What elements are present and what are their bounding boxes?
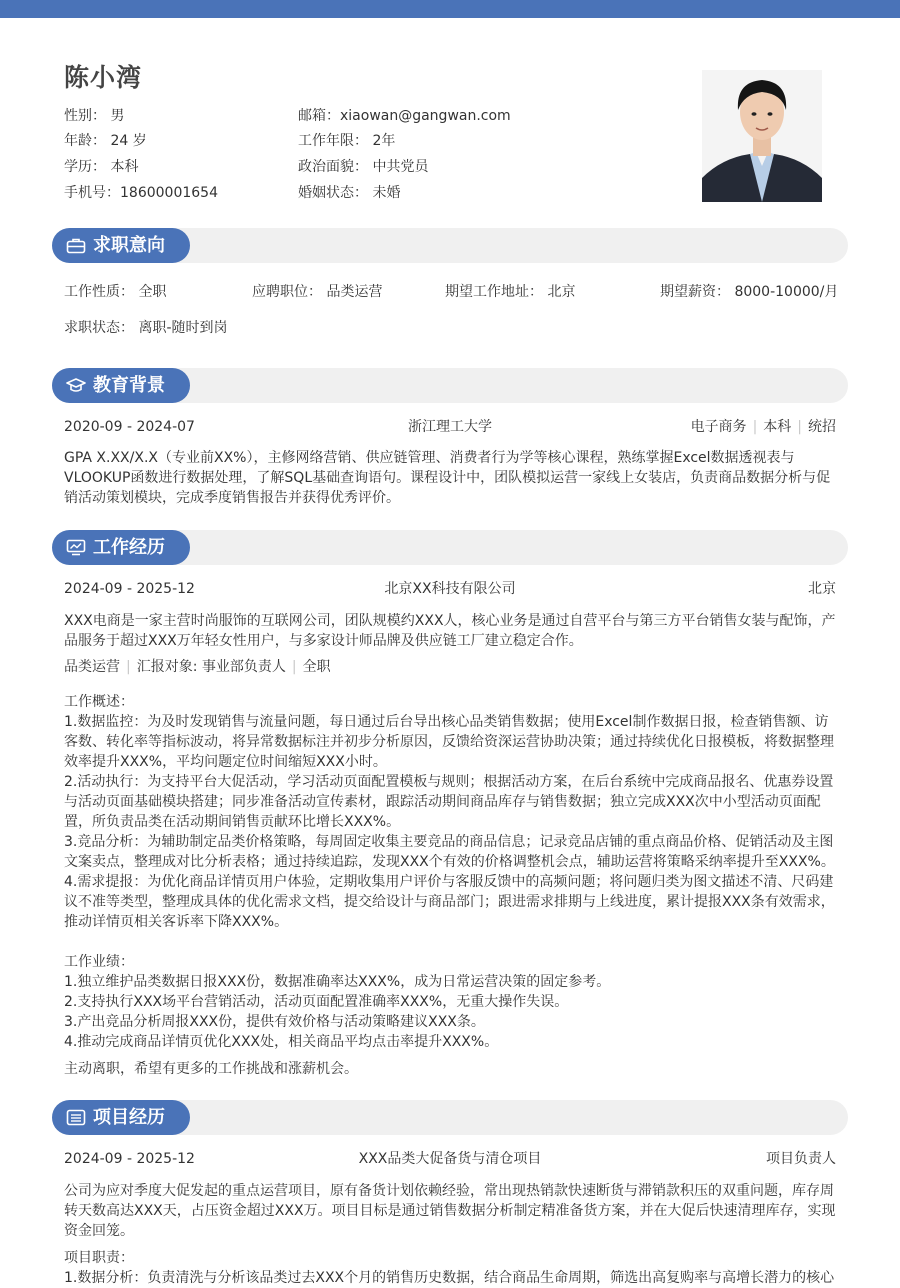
profile-photo <box>702 70 822 202</box>
project-period: 2024-09 - 2025-12 <box>64 1151 195 1167</box>
achievement-item: 2.支持执行XXX场平台营销活动，活动页面配置准确率XXX%，无重大操作失误。 <box>64 994 569 1010</box>
project-duties <box>64 1248 836 1288</box>
work-tags: 品类运营 | 汇报对象: 事业部负责人 | 全职 <box>64 659 331 675</box>
project-row <box>64 1150 836 1168</box>
section-pill <box>52 228 190 263</box>
work-role: 品类运营 <box>64 659 120 675</box>
top-accent-bar <box>0 0 900 18</box>
overview-item: 1.数据监控：为及时发现销售与流量问题，每日通过后台导出核心品类销售数据；使用Excel制作数据日报，检查销售额、访客数、转化率等指标波动，将异常数据标注并初步分析原因，反馈给资深运营协助决策；通过持续优化日报模板，将数据整理效率提升XXX%，平均问题定位时间缩短XXX小时。 <box>64 714 834 770</box>
work-city: 北京 <box>808 581 836 597</box>
project-description: 公司为应对季度大促发起的重点运营项目，原有备货计划依赖经验，常出现热销款快速断货与滞销款积压的双重问题，库存周转天数高达XXX天，占压资金超过XXX万。项目目标是通过销售数据分析制定精准备货方案，并在大促后快速清理库存，实现资金回笼。 <box>64 1183 836 1239</box>
work-overview <box>64 692 836 932</box>
project-name: XXX品类大促备货与清仓项目 <box>358 1151 542 1167</box>
project-role: 项目负责人 <box>766 1151 836 1167</box>
education-row <box>64 418 836 436</box>
expected-salary: 期望薪资： 8000-10000/月 <box>660 284 839 300</box>
duty-title: 项目职责： <box>64 1250 134 1266</box>
section-header-project <box>52 1100 848 1135</box>
job-position: 应聘职位： 品类运营 <box>252 284 383 300</box>
job-status: 求职状态： 离职-随时到岗 <box>64 320 228 336</box>
section-title: 项目经历 <box>93 1107 165 1128</box>
list-icon <box>66 1109 86 1126</box>
report-to: 汇报对象: 事业部负责人 <box>136 659 286 675</box>
company-description: XXX电商是一家主营时尚服饰的互联网公司，团队规模约XXX人，核心业务是通过自营平台与第三方平台销售女装与配饰，产品服务于超过XXX万年轻女性用户，与多家设计师品牌及供应链工厂建立稳定合作。 <box>64 613 836 649</box>
education-period: 2020-09 - 2024-07 <box>64 419 195 435</box>
school-name: 浙江理工大学 <box>408 419 492 435</box>
overview-item: 4.需求提报：为优化商品详情页用户体验，定期收集用户评价与客服反馈中的高频问题；将问题归类为图文描述不清、尺码建议不准等类型，整理成具体的优化需求文档，提交给设计与商品部门；跟进需求排期与上线进度，累计提报XXX条有效需求，推动详情页相关客诉率下降XXX%。 <box>64 874 835 930</box>
enrollment-type: 统招 <box>808 419 836 435</box>
section-header-intent <box>52 228 848 263</box>
achievement-item: 3.产出竞品分析周报XXX份，提供有效价格与活动策略建议XXX条。 <box>64 1014 485 1030</box>
degree: 本科 <box>763 419 792 435</box>
monitor-icon <box>66 539 86 556</box>
work-period: 2024-09 - 2025-12 <box>64 581 195 597</box>
job-location: 期望工作地址： 北京 <box>445 284 576 300</box>
section-title: 教育背景 <box>93 375 165 396</box>
job-type: 全职 <box>302 659 331 675</box>
work-years: 工作年限： 2年 <box>298 133 396 149</box>
briefcase-icon <box>66 237 86 254</box>
overview-title: 工作概述： <box>64 694 134 710</box>
achievement-item: 1.独立维护品类数据日报XXX份，数据准确率达XXX%，成为日常运营决策的固定参考。 <box>64 974 611 990</box>
phone: 手机号：18600001654 <box>64 185 218 201</box>
education-description: GPA X.XX/X.X（专业前XX%），主修网络营销、供应链管理、消费者行为学等核心课程，熟练掌握Excel数据透视表与VLOOKUP函数进行数据处理，了解SQL基础查询语句。课程设计中，团队模拟运营一家线上女装店，负责商品数据分析与促销活动策划模块，完成季度销售报告并获得优秀评价。 <box>64 450 831 506</box>
work-achievements <box>64 952 836 1052</box>
age: 年龄： 24 岁 <box>64 133 147 149</box>
section-pill <box>52 530 190 565</box>
company-name: 北京XX科技有限公司 <box>384 581 516 597</box>
section-pill <box>52 1100 190 1135</box>
major: 电子商务 <box>690 419 747 435</box>
achievement-item: 4.推动完成商品详情页优化XXX处，相关商品平均点击率提升XXX%。 <box>64 1034 499 1050</box>
education-meta: 电子商务 | 本科 | 统招 <box>690 419 836 435</box>
education-level: 学历： 本科 <box>64 159 139 175</box>
candidate-name: 陈小湾 <box>64 63 143 92</box>
job-nature: 工作性质： 全职 <box>64 284 167 300</box>
section-header-education <box>52 368 848 403</box>
section-title: 求职意向 <box>93 235 165 256</box>
achievement-title: 工作业绩： <box>64 954 134 970</box>
political-status: 政治面貌： 中共党员 <box>298 159 429 175</box>
overview-item: 2.活动执行：为支持平台大促活动，学习活动页面配置模板与规则；根据活动方案，在后台系统中完成商品报名、优惠券设置与活动页面基础模块搭建；同步准备活动宣传素材，跟踪活动期间商品库存与销售数据；独立完成XXX次中小型活动页面配置，所负责品类在活动期间销售贡献环比增长XXX%。 <box>64 774 834 830</box>
email: 邮箱：xiaowan@gangwan.com <box>298 108 511 124</box>
work-row <box>64 580 836 598</box>
section-header-work <box>52 530 848 565</box>
section-title: 工作经历 <box>93 537 165 558</box>
duty-item: 1.数据分析：负责清洗与分析该品类过去XXX个月的销售历史数据，结合商品生命周期，筛选出高复购率与高增长潜力的核心 <box>64 1270 835 1286</box>
overview-item: 3.竞品分析：为辅助制定品类价格策略，每周固定收集主要竞品的商品信息；记录竞品店铺的重点商品价格、促销活动及主图文案卖点，整理成对比分析表格；通过持续追踪，发现XXX个有效的价格调整机会点，辅助运营将策略采纳率提升至XXX%。 <box>64 834 835 870</box>
marital-status: 婚姻状态： 未婚 <box>298 185 401 201</box>
gender: 性别： 男 <box>64 108 125 124</box>
leave-reason: 主动离职，希望有更多的工作挑战和涨薪机会。 <box>64 1061 358 1077</box>
section-pill <box>52 368 190 403</box>
graduation-cap-icon <box>66 377 86 394</box>
